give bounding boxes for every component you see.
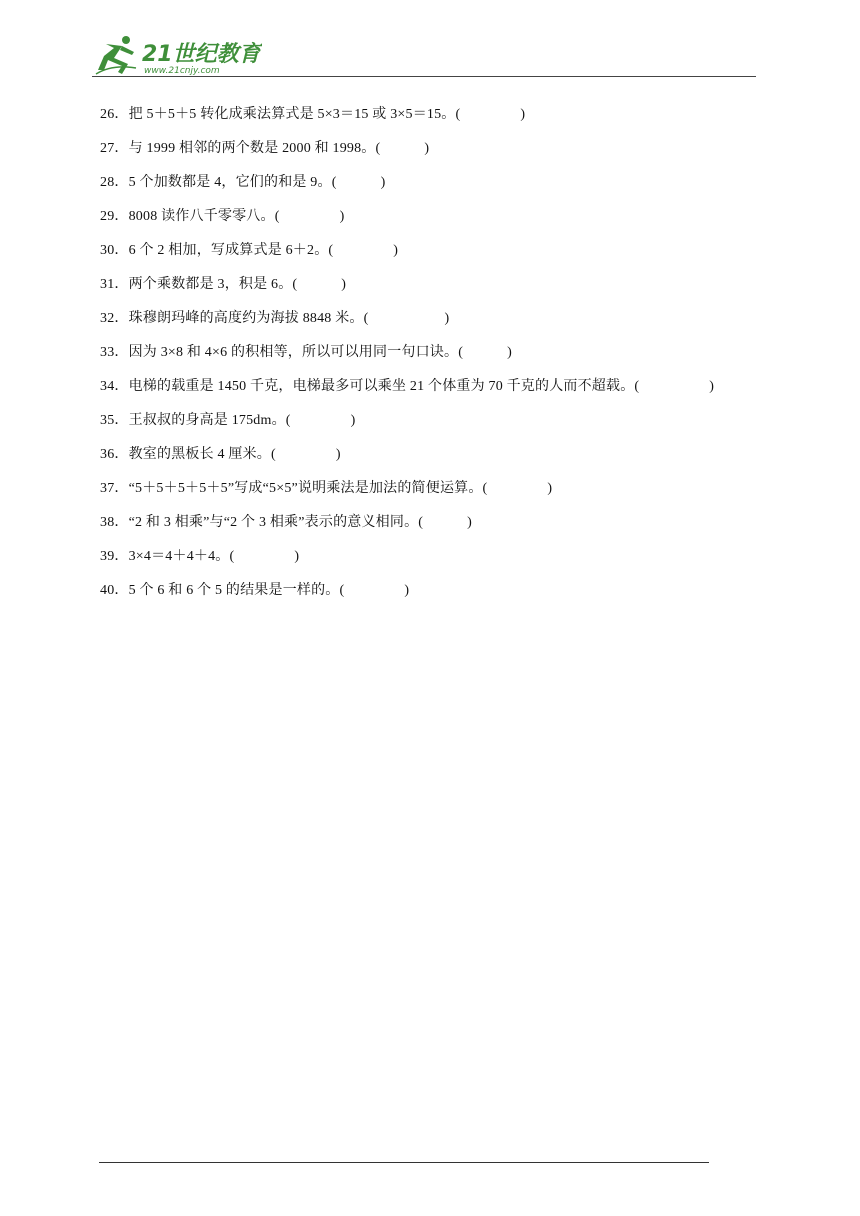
footer-divider <box>99 1162 709 1163</box>
answer-close: ) <box>444 311 450 326</box>
question-item <box>100 171 760 205</box>
question-number: 39． <box>100 549 129 564</box>
question-text: “5＋5＋5＋5＋5”写成“5×5”说明乘法是加法的简便运算。( <box>128 481 488 496</box>
question-text: “2 和 3 相乘”与“2 个 3 相乘”表示的意义相同。( <box>128 515 424 530</box>
question-number: 36． <box>100 447 129 462</box>
question-item <box>100 511 760 545</box>
question-item <box>100 273 760 307</box>
answer-close: ) <box>339 209 345 224</box>
answer-close: ) <box>404 583 410 598</box>
answer-close: ) <box>294 549 300 564</box>
question-item <box>100 545 760 579</box>
answer-close: ) <box>393 243 399 258</box>
question-item <box>100 103 760 137</box>
question-text: 8008 读作八千零零八。( <box>128 209 280 224</box>
logo-title: 21世纪教育 <box>142 42 261 67</box>
answer-close: ) <box>341 277 347 292</box>
question-text: 5 个加数都是 4，它们的和是 9。( <box>128 175 337 190</box>
question-text: 6 个 2 相加，写成算式是 6＋2。( <box>128 243 334 258</box>
question-number: 28． <box>100 175 129 190</box>
question-number: 37． <box>100 481 129 496</box>
logo-subtitle: www.21cnjy.com <box>144 66 220 76</box>
site-logo <box>92 34 262 76</box>
question-number: 30． <box>100 243 129 258</box>
answer-close: ) <box>424 141 430 156</box>
question-number: 33． <box>100 345 129 360</box>
question-text: 5 个 6 和 6 个 5 的结果是一样的。( <box>128 583 345 598</box>
question-list <box>100 103 760 613</box>
answer-close: ) <box>709 379 715 394</box>
runner-logo-icon <box>92 34 262 76</box>
answer-close: ) <box>350 413 356 428</box>
header-divider <box>92 76 756 77</box>
answer-close: ) <box>335 447 341 462</box>
question-item <box>100 409 760 443</box>
question-number: 35． <box>100 413 129 428</box>
question-item <box>100 375 760 409</box>
question-item <box>100 443 760 477</box>
question-number: 31． <box>100 277 129 292</box>
answer-close: ) <box>380 175 386 190</box>
question-item <box>100 341 760 375</box>
question-text: 电梯的载重是 1450 千克，电梯最多可以乘坐 21 个体重为 70 千克的人而不超载。( <box>128 379 640 394</box>
question-item <box>100 579 760 613</box>
answer-close: ) <box>520 107 526 122</box>
question-text: 两个乘数都是 3，积是 6。( <box>128 277 298 292</box>
question-item <box>100 307 760 341</box>
question-number: 29． <box>100 209 129 224</box>
question-item <box>100 239 760 273</box>
answer-close: ) <box>547 481 553 496</box>
question-number: 26． <box>100 107 129 122</box>
question-number: 32． <box>100 311 129 326</box>
question-number: 40． <box>100 583 129 598</box>
question-item <box>100 477 760 511</box>
question-text: 珠穆朗玛峰的高度约为海拔 8848 米。( <box>128 311 369 326</box>
question-text: 3×4＝4＋4＋4。( <box>128 549 235 564</box>
answer-close: ) <box>507 345 512 360</box>
answer-close: ) <box>467 515 473 530</box>
question-number: 34． <box>100 379 129 394</box>
question-item <box>100 137 760 171</box>
question-text: 与 1999 相邻的两个数是 2000 和 1998。( <box>128 141 381 156</box>
question-number: 27． <box>100 141 129 156</box>
question-text: 把 5＋5＋5 转化成乘法算式是 5×3＝15 或 3×5＝15。( <box>128 107 461 122</box>
question-text: 教室的黑板长 4 厘米。( <box>128 447 276 462</box>
question-number: 38． <box>100 515 129 530</box>
question-item <box>100 205 760 239</box>
page-header <box>92 34 756 78</box>
question-text: 王叔叔的身高是 175dm。( <box>128 413 291 428</box>
question-text: 因为 3×8 和 4×6 的积相等，所以可以用同一句口诀。( <box>128 345 464 360</box>
